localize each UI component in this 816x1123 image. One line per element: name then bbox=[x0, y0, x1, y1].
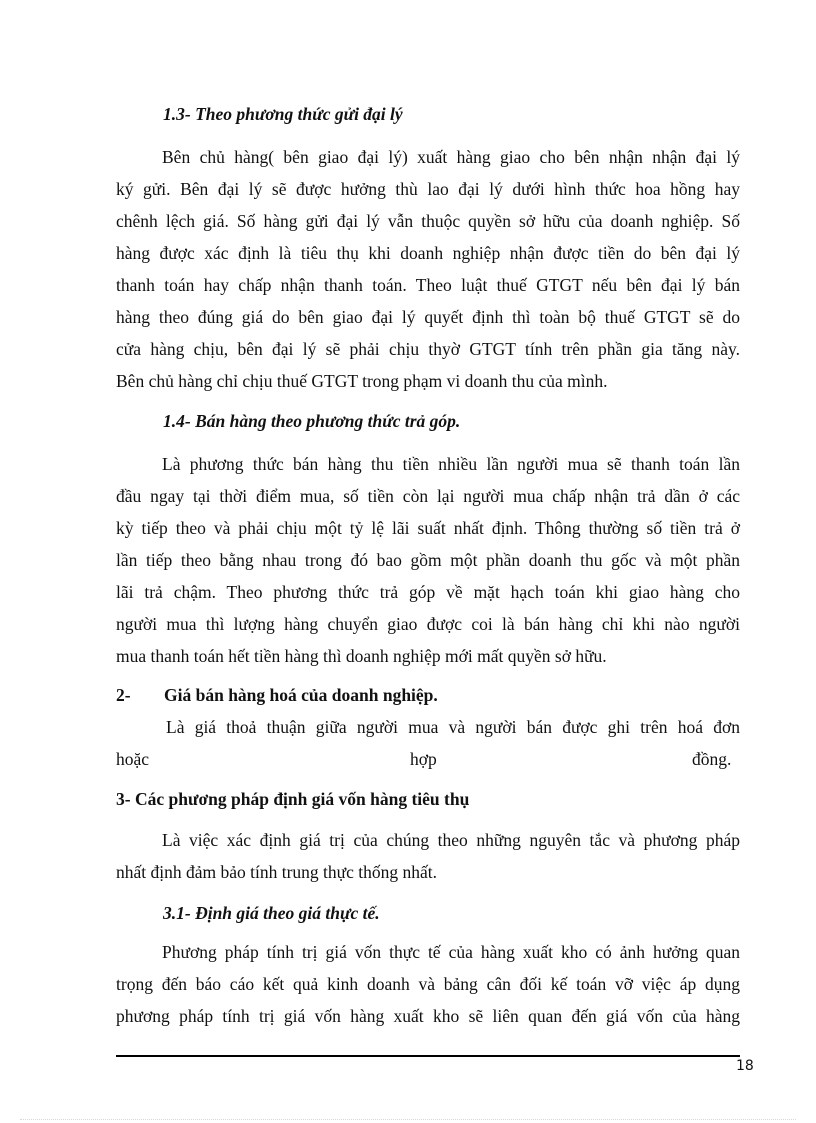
paragraph-line: Bên chủ hàng chỉ chịu thuế GTGT trong phạm vi doanh thu của mình. bbox=[116, 371, 608, 391]
heading-2: Giá bán hàng hoá của doanh nghiệp. bbox=[164, 685, 438, 705]
paragraph-line: hàng được xác định là tiêu thụ khi doanh nghiệp nhận được tiền do bên đại lý bbox=[116, 243, 740, 263]
paragraph-line: người mua thì lượng hàng chuyển giao được coi là bán hàng chỉ khi nào người bbox=[116, 614, 740, 634]
paragraph-line: đầu ngay tại thời điểm mua, số tiền còn lại người mua chấp nhận trả dần ở các bbox=[116, 486, 740, 506]
paragraph-line: Là việc xác định giá trị của chúng theo những nguyên tắc và phương pháp bbox=[162, 830, 740, 850]
section-number-2: 2- bbox=[116, 685, 131, 705]
paragraph-line: hàng theo đúng giá do bên giao đại lý quyết định thì toàn bộ thuế GTGT sẽ do bbox=[116, 307, 740, 327]
paragraph-line: Là giá thoả thuận giữa người mua và người bán được ghi trên hoá đơn bbox=[166, 717, 740, 737]
heading-3-1: 3.1- Định giá theo giá thực tế. bbox=[163, 903, 380, 923]
paragraph-line: lần tiếp theo bằng nhau trong đó bao gồm một phần doanh thu gốc và một phần bbox=[116, 550, 740, 570]
paragraph-word: hợp bbox=[410, 749, 437, 769]
paragraph-line: kỳ tiếp theo và phải chịu một tỷ lệ lãi suất nhất định. Thông thường số tiền trả ở bbox=[116, 518, 740, 538]
paragraph-line: lãi trả chậm. Theo phương thức trả góp về mặt hạch toán khi giao hàng cho bbox=[116, 582, 740, 602]
heading-3: 3- Các phương pháp định giá vốn hàng tiêu thụ bbox=[116, 789, 470, 809]
paragraph-line: mua thanh toán hết tiền hàng thì doanh nghiệp mới mất quyền sở hữu. bbox=[116, 646, 607, 666]
paragraph-word: hoặc bbox=[116, 749, 150, 769]
paragraph-word: đồng. bbox=[692, 749, 732, 769]
footer-rule bbox=[116, 1055, 740, 1057]
page-number: 18 bbox=[736, 1058, 754, 1074]
heading-1-4: 1.4- Bán hàng theo phương thức trả góp. bbox=[163, 411, 461, 431]
heading-1-3: 1.3- Theo phương thức gửi đại lý bbox=[163, 104, 403, 124]
paragraph-line: Là phương thức bán hàng thu tiền nhiều lần người mua sẽ thanh toán lần bbox=[162, 454, 740, 474]
paragraph-line: cửa hàng chịu, bên đại lý sẽ phải chịu thyờ GTGT tính trên phần gia tăng này. bbox=[116, 339, 740, 359]
paragraph-line: chênh lệch giá. Số hàng gửi đại lý vẫn thuộc quyền sở hữu của doanh nghiệp. Số bbox=[116, 211, 740, 231]
page-edge-divider bbox=[20, 1119, 796, 1120]
paragraph-line: Phương pháp tính trị giá vốn thực tế của hàng xuất kho có ảnh hưởng quan bbox=[162, 942, 740, 962]
paragraph-line: Bên chủ hàng( bên giao đại lý) xuất hàng giao cho bên nhận nhận đại lý bbox=[162, 147, 740, 167]
paragraph-line: phương pháp tính trị giá vốn hàng xuất kho sẽ liên quan đến giá vốn của hàng bbox=[116, 1006, 740, 1026]
paragraph-line: thanh toán hay chấp nhận thanh toán. Theo luật thuế GTGT nếu bên đại lý bán bbox=[116, 275, 740, 295]
paragraph-line: trọng đến báo cáo kết quả kinh doanh và bảng cân đối kế toán vỡ việc áp dụng bbox=[116, 974, 740, 994]
paragraph-line: nhất định đảm bảo tính trung thực thống nhất. bbox=[116, 862, 438, 882]
paragraph-line: ký gửi. Bên đại lý sẽ được hưởng thù lao đại lý dưới hình thức hoa hồng hay bbox=[116, 179, 740, 199]
